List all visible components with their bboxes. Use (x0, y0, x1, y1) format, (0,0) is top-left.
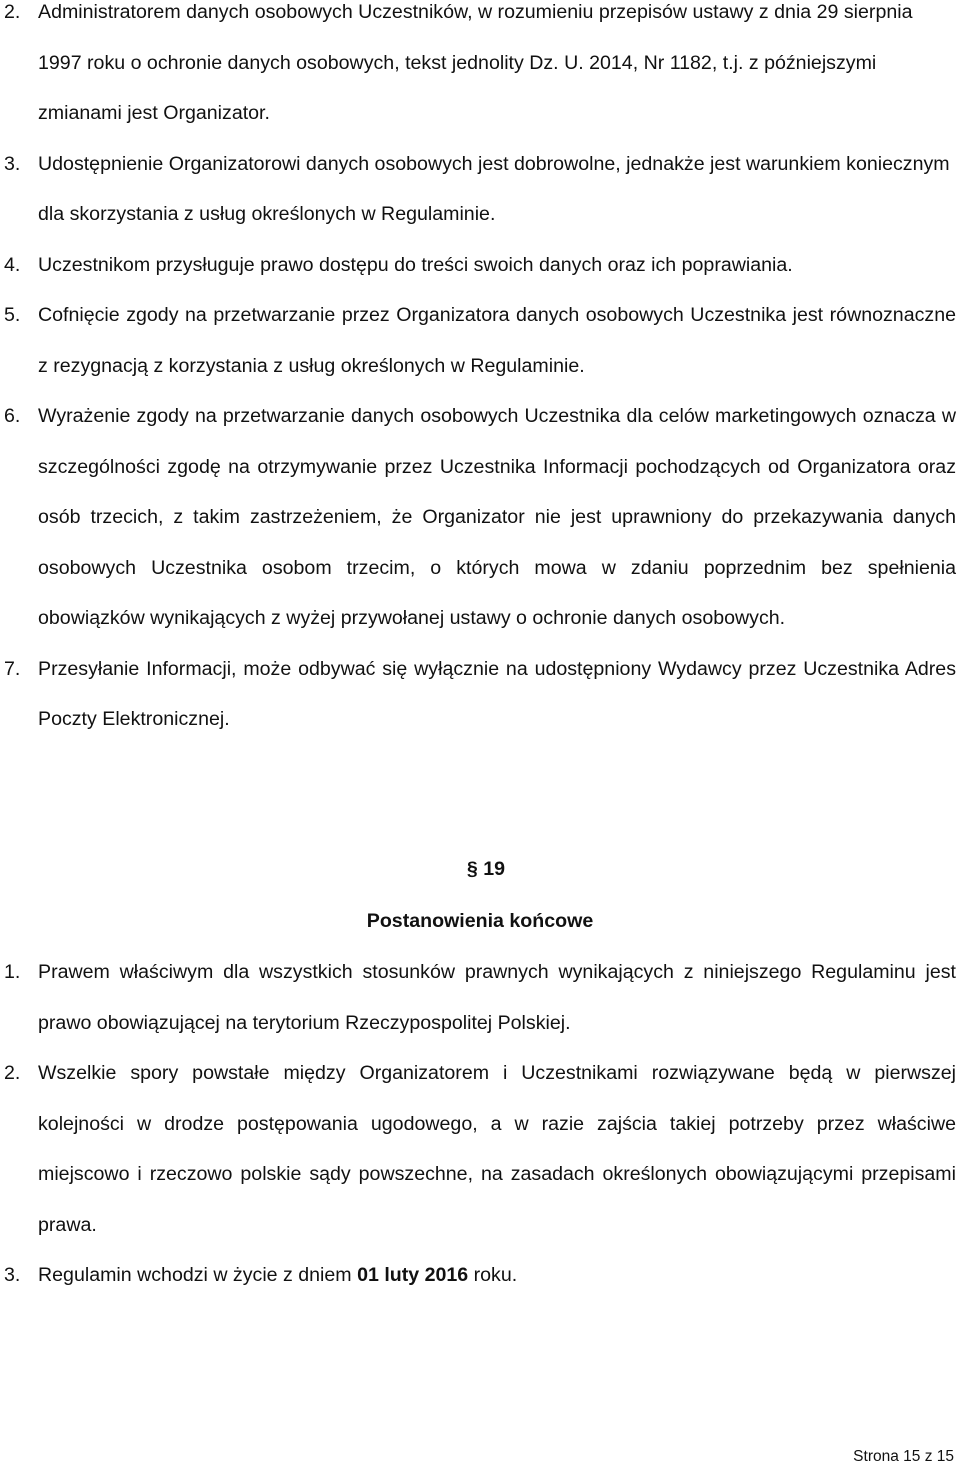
list-item (4, 947, 956, 1048)
item-text: Wyrażenie zgody na przetwarzanie danych osobowych Uczestnika dla celów marketingowych oznacza w szczególności zgodę na otrzymywanie przez Uczestnika Informacji pochodzących od Organizatora oraz osób trzecich, z takim zastrzeżeniem, że Organizator nie jest uprawniony do przekazywania danych osobowych Uczestnika osobom trzecim, o których mowa w zdaniu poprzednim bez spełnienia obowiązków wynikających z wyżej przywołanej ustawy o ochronie danych osobowych. (38, 405, 956, 629)
item-number: 3. (4, 152, 21, 175)
item-number: 4. (4, 253, 21, 276)
item-text: Prawem właściwym dla wszystkich stosunków prawnych wynikających z niniejszego Regulaminu jest prawo obowiązującej na terytorium Rzeczypospolitej Polskiej. (38, 961, 956, 1034)
item-text: Przesyłanie Informacji, może odbywać się wyłącznie na udostępniony Wydawcy przez Uczestnika Adres Poczty Elektronicznej. (38, 657, 956, 730)
list-item (4, 0, 956, 139)
item-text: Udostępnienie Organizatorowi danych osobowych jest dobrowolne, jednakże jest warunkiem koniecznym dla skorzystania z usług określonych w Regulaminie. (38, 152, 950, 225)
clause-list-data-protection (4, 0, 956, 745)
list-item (4, 290, 956, 391)
item-number: 2. (4, 1062, 21, 1084)
item-number: 5. (4, 304, 21, 326)
list-item (4, 1250, 956, 1301)
item-text-after: roku. (468, 1264, 518, 1286)
effective-date: 01 luty 2016 (357, 1264, 469, 1286)
item-number: 6. (4, 405, 21, 427)
item-number: 2. (4, 1, 21, 23)
item-text: Uczestnikom przysługuje prawo dostępu do treści swoich danych oraz ich poprawiania. (38, 253, 793, 276)
section-number: § 19 (466, 858, 506, 880)
list-item (4, 391, 956, 644)
item-number: 7. (4, 657, 21, 680)
item-text (38, 1250, 956, 1301)
clause-list-final-provisions (4, 947, 956, 1301)
list-item (4, 139, 956, 240)
page-number-footer: Strona 15 z 15 (853, 1448, 954, 1465)
item-text: Cofnięcie zgody na przetwarzanie przez Organizatora danych osobowych Uczestnika jest równoznaczne z rezygnacją z korzystania z usług określonych w Regulaminie. (38, 304, 956, 377)
list-item (4, 1048, 956, 1250)
list-item (4, 240, 956, 291)
item-text-before: Regulamin wchodzi w życie z dniem (38, 1264, 358, 1286)
item-text: Administratorem danych osobowych Uczestników, w rozumieniu przepisów ustawy z dnia 29 sierpnia 1997 roku o ochronie danych osobowych, tekst jednolity Dz. U. 2014, Nr 1182, t.j. z późniejszymi zmianami jest Organizator. (38, 1, 913, 124)
item-text: Wszelkie spory powstałe między Organizatorem i Uczestnikami rozwiązywane będą w pierwszej kolejności w drodze postępowania ugodowego, a w razie zajścia takiej potrzeby przez właściwe miejscowo i rzeczowo polskie sądy powszechne, na zasadach określonych obowiązującymi przepisami prawa. (38, 1062, 956, 1236)
item-number: 1. (4, 961, 21, 983)
list-item (4, 644, 956, 745)
section-title: Postanowienia końcowe (366, 910, 594, 932)
item-number: 3. (4, 1264, 21, 1286)
